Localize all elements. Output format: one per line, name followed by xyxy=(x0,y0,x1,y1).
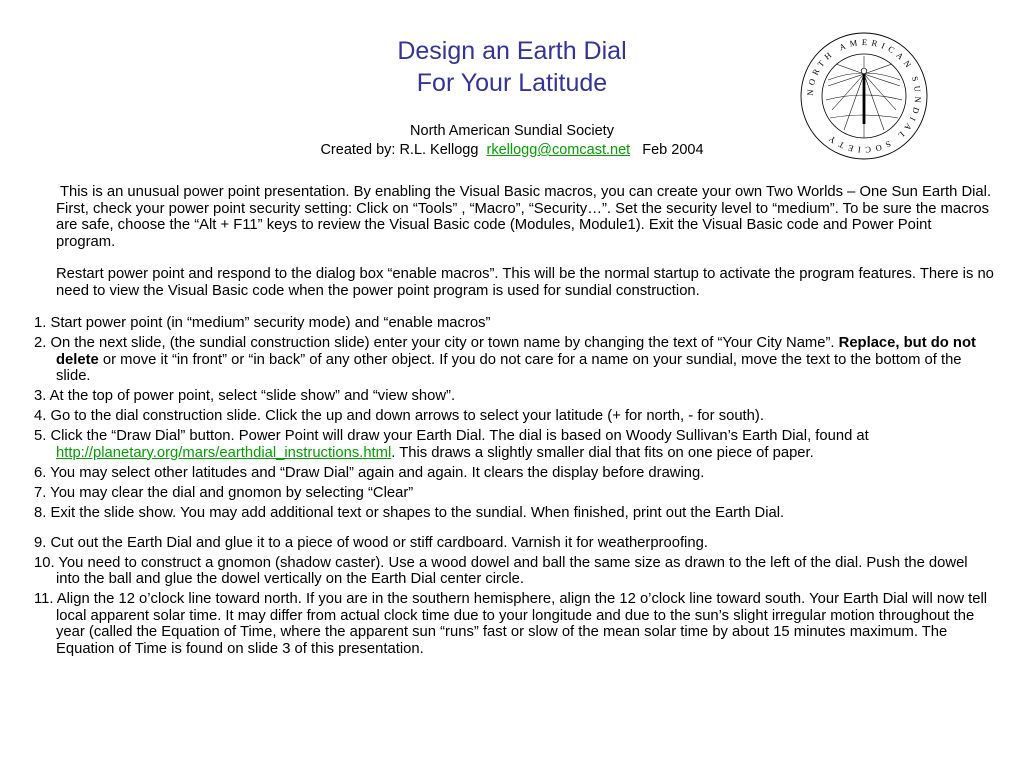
logo-gnomon xyxy=(863,74,866,124)
logo-gnomon-ball xyxy=(861,68,867,74)
step-10: 10. You need to construct a gnomon (shadow caster). Use a wood dowel and ball the same size as drawn to the left of the dial. Push the dowel into the ball and glue the dowel vertically on the Earth Dial center circle. xyxy=(34,554,968,587)
step-5-text-end: . This draws a slightly smaller dial that fits on one piece of paper. xyxy=(391,444,814,461)
step-2-text-end: or move it “in front” or “in back” of any other object. If you do not care for a name on your sundial, move the text to the bottom of the slide. xyxy=(56,351,962,384)
title-line-1: Design an Earth Dial xyxy=(397,37,627,65)
intro-paragraph-1: This is an unusual power point presentation. By enabling the Visual Basic macros, you can create your own Two Worlds – One Sun Earth Dial. First, check your power point security setting: Click on “Tools” , “Macro”, “Security…”. Set the security level to “medium”. To be sure the macros are safe, choose the “Alt + F11” keys to review the Visual Basic code (Modules, Module1). Exit the Visual Basic code and Power Point program. xyxy=(56,184,992,250)
step-5-text: 5. Click the “Draw Dial” button. Power Point will draw your Earth Dial. The dial is based on Woody Sullivan’s Earth Dial, found at xyxy=(34,428,869,444)
step-2-text: 2. On the next slide, (the sundial construction slide) enter your city or town name by changing the text of “Your City Name”. xyxy=(34,335,839,351)
sundial-society-logo xyxy=(798,30,930,162)
logo-ring-text: NORTH AMERICAN SUNDIAL SOCIETY xyxy=(804,36,924,156)
created-by-label: Created by: R.L. Kellogg xyxy=(320,142,479,158)
step-2-bold: Replace, but do not delete xyxy=(56,335,976,368)
instructions xyxy=(34,184,994,661)
step-9: 9. Cut out the Earth Dial and glue it to a piece of wood or stiff cardboard. Varnish it for weatherproofing. xyxy=(34,534,708,551)
step-3: 3. At the top of power point, select “slide show” and “view show”. xyxy=(34,388,456,404)
page-title xyxy=(262,35,762,99)
earthdial-instructions-link[interactable]: http://planetary.org/mars/earthdial_instructions.html xyxy=(56,444,392,461)
author-info xyxy=(212,122,812,160)
date-label: Feb 2004 xyxy=(642,142,704,158)
step-2 xyxy=(34,335,994,385)
intro-paragraph-2: Restart power point and respond to the dialog box “enable macros”. This will be the normal startup to activate the program features. There is no need to view the Visual Basic code when the power point program is used for sundial construction. xyxy=(56,266,994,299)
step-6: 6. You may select other latitudes and “Draw Dial” again and again. It clears the display before drawing. xyxy=(34,464,705,481)
society-name: North American Sundial Society xyxy=(410,123,614,139)
step-5 xyxy=(34,428,994,461)
step-11: 11. Align the 12 o’clock line toward north. If you are in the southern hemisphere, align the 12 o’clock line toward south. Your Earth Dial will now tell local apparent solar time. It may differ from actual clock time due to your longitude and due to the sun’s slight irregular motion throughout the year (called the Equation of Time, where the apparent sun “runs” fast or slow of the mean solar time by about 15 minutes maximum. The Equation of Time is found on slide 3 of this presentation. xyxy=(34,591,988,657)
email-link[interactable]: rkellogg@comcast.net xyxy=(486,142,631,158)
step-7: 7. You may clear the dial and gnomon by selecting “Clear” xyxy=(34,484,414,501)
credits-line xyxy=(212,141,812,160)
title-line-2: For Your Latitude xyxy=(416,69,608,97)
spacer xyxy=(34,525,994,535)
step-8: 8. Exit the slide show. You may add additional text or shapes to the sundial. When finished, print out the Earth Dial. xyxy=(34,504,785,521)
step-1: 1. Start power point (in “medium” security mode) and “enable macros” xyxy=(34,315,491,331)
step-4: 4. Go to the dial construction slide. Click the up and down arrows to select your latitude (+ for north, - for south). xyxy=(34,408,764,424)
